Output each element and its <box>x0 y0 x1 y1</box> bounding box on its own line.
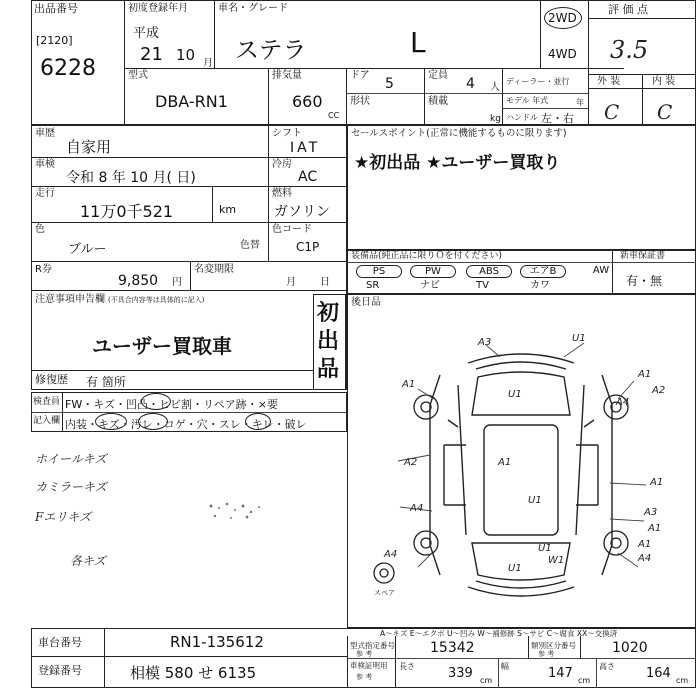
car-damage-diagram <box>348 305 694 627</box>
inspector-row2: 内装・キズ・汚レ・コゲ・穴・スレ・キレ・破レ <box>65 418 307 431</box>
width-label: 幅 <box>501 662 509 671</box>
damage-mark: A1 <box>638 539 652 550</box>
divider <box>190 261 191 290</box>
reg-year: 21 <box>140 44 163 65</box>
shift-value: IAT <box>290 140 321 156</box>
chassis-label: 車台番号 <box>38 636 82 649</box>
model-value: DBA-RN1 <box>155 92 228 111</box>
era: 平成 <box>133 26 160 41</box>
history-label: 車歴 <box>35 128 55 139</box>
divider <box>214 0 215 68</box>
color-label: 色 <box>35 224 45 235</box>
spare-label: スペア <box>374 589 395 597</box>
repair-value: 有 箇所 <box>86 375 126 389</box>
divider <box>124 68 624 69</box>
inspector-label1: 検査員 <box>33 397 61 407</box>
height-value: 164 <box>646 666 671 681</box>
grade-label: 評 価 点 <box>608 3 648 16</box>
equipment-label: 装備品(純正品に限りＯを付ください) <box>351 251 503 261</box>
fuel-value: ガソリン <box>274 204 330 220</box>
recycle-value: 9,850 <box>118 273 159 289</box>
color-code-label: 色コード <box>272 224 312 235</box>
damage-mark: U1 <box>508 389 522 400</box>
damage-mark: A4 <box>410 503 424 514</box>
diagram-legend: A～キズ E～エクボ U～凹み W～補修跡 S～サビ C～腐食 XX～交換済 <box>380 629 618 638</box>
divider <box>347 636 348 688</box>
color-no-label: 色替 <box>240 240 260 251</box>
model-year-label: モデル 年式 <box>506 96 549 105</box>
dims-ref: 参 考 <box>356 673 373 681</box>
model-year-unit: 年 <box>576 98 584 107</box>
damage-mark: A4 <box>616 397 630 408</box>
divider <box>268 125 269 261</box>
inspector-mark-circle <box>141 393 171 410</box>
length-value: 339 <box>448 666 473 681</box>
color-value: ブルー <box>68 242 107 257</box>
ac-label: 冷房 <box>272 159 292 170</box>
new-warranty-label: 新車保証書 <box>620 251 666 261</box>
type-cert-label: 型式指定番号 <box>350 641 395 650</box>
equipment-item: カワ <box>530 280 550 291</box>
fuel-label: 燃料 <box>272 188 292 199</box>
mileage-value: 11万0千521 <box>80 202 174 221</box>
drive-4wd: 4WD <box>548 47 577 61</box>
person-unit: 人 <box>490 82 500 93</box>
category-ref: 参 考 <box>538 650 555 658</box>
damage-mark: W1 <box>548 555 565 566</box>
damage-mark: A2 <box>404 457 418 468</box>
divider <box>498 658 499 688</box>
exterior-label: 外 装 <box>597 76 621 87</box>
kg-unit: kg <box>490 114 501 124</box>
divider <box>347 658 696 659</box>
divider <box>395 636 396 688</box>
month-unit: 月 <box>203 58 213 69</box>
damage-mark: A3 <box>478 337 492 348</box>
sales-point-label: セールスポイント(正常に機能するものに限ります) <box>351 128 567 139</box>
type-cert-value: 15342 <box>430 640 475 656</box>
chassis-value: RN1-135612 <box>170 633 264 651</box>
sales-point-text: ★初出品 ★ユーザー買取り <box>354 153 561 173</box>
category-label: 類別区分番号 <box>531 641 576 650</box>
divider <box>424 68 425 125</box>
divider <box>212 186 213 222</box>
damage-mark: A1 <box>638 369 652 380</box>
length-label: 長さ <box>399 662 415 671</box>
handle-label: ハンドル <box>506 113 538 122</box>
divider <box>540 0 541 68</box>
divider <box>104 628 105 688</box>
equipment-item: PW <box>410 265 456 278</box>
width-unit: cm <box>578 676 591 685</box>
inspector-mark-circle <box>95 413 127 430</box>
interior-label: 内 装 <box>652 76 676 87</box>
damage-mark: A3 <box>644 507 658 518</box>
divider <box>346 93 588 94</box>
equipment-item: ナビ <box>420 280 440 291</box>
height-label: 高さ <box>599 662 615 671</box>
capacity-label: 定員 <box>428 70 448 81</box>
width-value: 147 <box>548 666 573 681</box>
divider <box>580 636 581 658</box>
load-label: 積載 <box>428 96 448 107</box>
km-unit: km <box>219 203 237 216</box>
damage-mark: A1 <box>402 379 416 390</box>
damage-mark: U1 <box>508 563 522 574</box>
exterior-grade: C <box>604 100 620 124</box>
registration-label: 登録番号 <box>38 664 82 677</box>
equipment-item: PS <box>356 265 402 278</box>
divider <box>642 74 643 125</box>
mileage-label: 走行 <box>35 188 55 199</box>
repair-label: 修復歴 <box>35 373 68 386</box>
registration-value: 相模 580 せ 6135 <box>130 664 257 682</box>
notes-label: 注意事項申告欄 <box>35 294 105 305</box>
history-value: 自家用 <box>66 138 112 156</box>
category-value: 1020 <box>612 640 648 656</box>
score-value: 3.5 <box>610 36 649 64</box>
rear-items-label: 後日品 <box>351 297 381 308</box>
divider <box>31 222 347 223</box>
door-value: 5 <box>385 76 394 92</box>
divider <box>268 68 269 125</box>
handwritten-note-2: カミラーキズ <box>35 480 107 494</box>
divider <box>31 656 347 657</box>
model-label: 型式 <box>128 70 148 81</box>
displacement-value: 660 <box>292 92 323 111</box>
shift-label: シフト <box>272 128 302 139</box>
equipment-item: ABS <box>466 265 512 278</box>
lot-code: [2120] <box>36 34 73 47</box>
dims-label: 車検証明用 <box>350 661 388 670</box>
lot-label: 出品番号 <box>34 2 78 15</box>
body-label: 形状 <box>350 96 370 107</box>
divider <box>502 68 503 125</box>
first-listing: 初出品 <box>317 301 340 382</box>
equipment-item: TV <box>476 280 489 291</box>
handwritten-note-1: ホイールキズ <box>35 452 107 466</box>
divider <box>31 261 347 262</box>
smudge-mark <box>205 498 267 524</box>
divider <box>62 392 63 432</box>
divider <box>347 262 696 263</box>
reg-month: 10 <box>176 46 196 64</box>
displacement-label: 排気量 <box>272 70 302 81</box>
divider <box>31 412 347 413</box>
recycle-label: R券 <box>35 264 52 275</box>
divider <box>31 370 313 371</box>
divider <box>528 636 529 658</box>
damage-mark: A1 <box>648 523 662 534</box>
name-label: 車名・グレード <box>218 3 288 14</box>
capacity-value: 4 <box>466 76 475 92</box>
divider <box>588 18 696 19</box>
inspector-row1: FW・キズ・凹凸・ヒビ割・リペア跡・×要 <box>65 398 278 411</box>
inspector-label2: 記入欄 <box>33 416 61 426</box>
equipment-item: AW <box>592 265 610 276</box>
damage-mark: A1 <box>650 477 664 488</box>
damage-mark: A4 <box>384 549 398 560</box>
length-unit: cm <box>480 676 493 685</box>
title-month: 月 <box>286 277 296 288</box>
color-code-value: C1P <box>296 240 320 254</box>
title-label: 名変期限 <box>194 264 234 275</box>
equipment-item: エアB <box>520 265 566 278</box>
title-day: 日 <box>320 277 330 288</box>
inspection-label: 車検 <box>35 159 55 170</box>
damage-mark: A4 <box>638 553 652 564</box>
inspection-value: 令和 8 年 10 月( 日) <box>66 170 196 186</box>
damage-mark: U1 <box>528 495 542 506</box>
inspector-mark-circle <box>245 413 271 430</box>
divider <box>596 658 597 688</box>
type-cert-ref: 参 考 <box>356 650 373 658</box>
first-reg-label: 初度登録年月 <box>128 3 188 14</box>
handwritten-note-3: Fエリキズ <box>35 510 92 524</box>
ac-value: AC <box>298 169 318 185</box>
divider <box>124 0 125 125</box>
height-unit: cm <box>676 676 689 685</box>
handle-value: 左・右 <box>541 112 574 125</box>
drive-2wd: 2WD <box>548 11 577 25</box>
equipment-item: SR <box>366 280 380 291</box>
divider <box>31 157 347 158</box>
car-grade: L <box>410 26 426 59</box>
inspector-mark-circle <box>138 413 168 430</box>
dealer-label: ディーラー・並行 <box>506 77 570 86</box>
damage-mark: U1 <box>572 333 586 344</box>
car-name: ステラ <box>235 36 307 64</box>
door-label: ドア <box>350 70 370 81</box>
handwritten-note-4: 各キズ <box>70 554 106 568</box>
cc-unit: CC <box>328 111 340 120</box>
divider <box>31 290 347 291</box>
damage-mark: A2 <box>652 385 666 396</box>
damage-mark: U1 <box>538 543 552 554</box>
lot-number: 6228 <box>40 56 96 81</box>
divider <box>502 108 588 109</box>
interior-grade: C <box>657 100 673 124</box>
sales-point-box <box>347 125 696 250</box>
damage-mark: A1 <box>498 457 512 468</box>
yen-unit: 円 <box>172 277 182 288</box>
notes-sub-label: (不具合内容等は具体的に記入) <box>108 296 205 304</box>
divider <box>346 68 347 125</box>
notes-text: ユーザー買取車 <box>92 334 232 358</box>
new-warranty-value: 有・無 <box>626 274 663 288</box>
